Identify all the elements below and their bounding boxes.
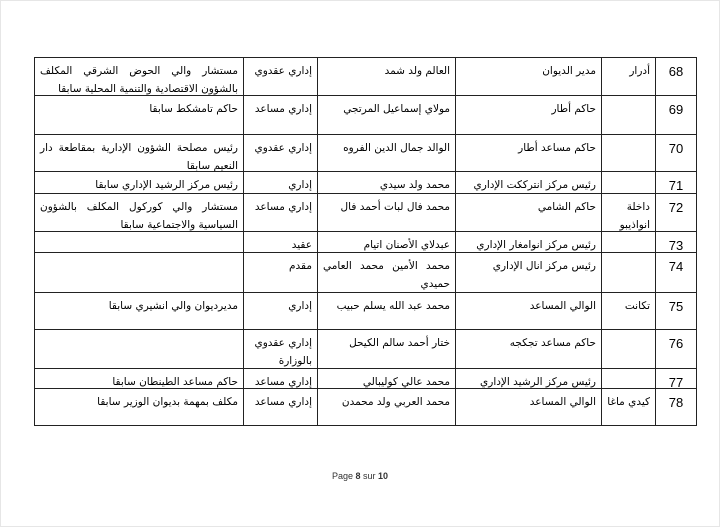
row-number: 72 (656, 194, 697, 231)
page-footer (0, 471, 720, 481)
row-number: 69 (656, 96, 697, 134)
province-cell (602, 369, 656, 388)
province-cell: أدرار (602, 58, 656, 95)
position-cell: رئيس مركز الرشيد الإداري (456, 369, 602, 388)
table-row (35, 194, 697, 232)
name-cell: مولاي إسماعيل المرتجي (318, 96, 456, 134)
category-cell: عقيد (244, 232, 318, 252)
footer-page-label: Page (331, 471, 353, 481)
previous-post-cell: مكلف بمهمة بديوان الوزير سابقا (35, 389, 244, 425)
row-number: 68 (656, 58, 697, 95)
province-cell (602, 253, 656, 292)
province-cell (602, 330, 656, 368)
table-row (35, 253, 697, 293)
row-number: 70 (656, 135, 697, 171)
row-number: 71 (656, 172, 697, 193)
previous-post-cell: حاكم مساعد الطينطان سابقا (35, 369, 244, 388)
appointments-table (34, 57, 697, 426)
category-cell: إداري مساعد (244, 194, 318, 231)
table-row (35, 330, 697, 369)
province-cell (602, 135, 656, 171)
previous-post-cell: مديرديوان والي انشيري سابقا (35, 293, 244, 329)
name-cell: الوالد جمال الدين الفروه (318, 135, 456, 171)
name-cell: محمد الأمين محمد العامي حميدي (318, 253, 456, 292)
category-cell: إداري (244, 172, 318, 193)
previous-post-cell: مستشار والي كوركول المكلف بالشؤون السياسية والاجتماعية سابقا (35, 194, 244, 231)
table-row (35, 172, 697, 194)
name-cell: محمد عالي كوليبالي (318, 369, 456, 388)
position-cell: حاكم الشامي (456, 194, 602, 231)
row-number: 74 (656, 253, 697, 292)
category-cell: إداري عقدوي بالوزارة (244, 330, 318, 368)
category-cell: إداري (244, 293, 318, 329)
name-cell: محمد ولد سيدي (318, 172, 456, 193)
row-number: 77 (656, 369, 697, 388)
table-row (35, 293, 697, 330)
name-cell: محمد فال لبات أحمد فال (318, 194, 456, 231)
name-cell: عبدلاي الأصنان اتيام (318, 232, 456, 252)
position-cell: رئيس مركز انال الإداري (456, 253, 602, 292)
position-cell: حاكم أطار (456, 96, 602, 134)
name-cell: العالم ولد شمد (318, 58, 456, 95)
position-cell: حاكم مساعد تجكجه (456, 330, 602, 368)
category-cell: إداري مساعد (244, 389, 318, 425)
footer-total-pages: 10 (378, 471, 389, 481)
footer-current-page: 8 (355, 471, 361, 481)
table-row (35, 369, 697, 389)
province-cell (602, 96, 656, 134)
category-cell: إداري مساعد (244, 96, 318, 134)
province-cell: داخلة انواذيبو (602, 194, 656, 231)
table-row (35, 135, 697, 172)
position-cell: الوالي المساعد (456, 293, 602, 329)
province-cell (602, 232, 656, 252)
category-cell: مقدم (244, 253, 318, 292)
previous-post-cell: حاكم تامشكط سابقا (35, 96, 244, 134)
position-cell: رئيس مركز انترككت الإداري (456, 172, 602, 193)
previous-post-cell (35, 330, 244, 368)
name-cell: محمد عبد الله يسلم حبيب (318, 293, 456, 329)
category-cell: إداري عقدوي (244, 58, 318, 95)
name-cell: محمد العربي ولد محمدن (318, 389, 456, 425)
row-number: 73 (656, 232, 697, 252)
province-cell: تكانت (602, 293, 656, 329)
position-cell: رئيس مركز انوامغار الإداري (456, 232, 602, 252)
previous-post-cell (35, 253, 244, 292)
position-cell: الوالي المساعد (456, 389, 602, 425)
category-cell: إداري عقدوي (244, 135, 318, 171)
previous-post-cell: مستشار والي الحوض الشرقي المكلف بالشؤون الاقتصادية والتنمية المحلية سابقا (35, 58, 244, 95)
row-number: 78 (656, 389, 697, 425)
row-number: 75 (656, 293, 697, 329)
row-number: 76 (656, 330, 697, 368)
category-cell: إداري مساعد (244, 369, 318, 388)
position-cell: مدير الديوان (456, 58, 602, 95)
table-row (35, 58, 697, 96)
previous-post-cell: رئيس مركز الرشيد الإداري سابقا (35, 172, 244, 193)
position-cell: حاكم مساعد أطار (456, 135, 602, 171)
province-cell (602, 172, 656, 193)
province-cell: كيدي ماغا (602, 389, 656, 425)
name-cell: ختار أحمد سالم الكيحل (318, 330, 456, 368)
previous-post-cell (35, 232, 244, 252)
previous-post-cell: رئيس مصلحة الشؤون الإدارية بمقاطعة دار النعيم سابقا (35, 135, 244, 171)
table-row (35, 96, 697, 135)
table-row (35, 232, 697, 253)
table-row (35, 389, 697, 426)
footer-separator: sur (363, 471, 376, 481)
